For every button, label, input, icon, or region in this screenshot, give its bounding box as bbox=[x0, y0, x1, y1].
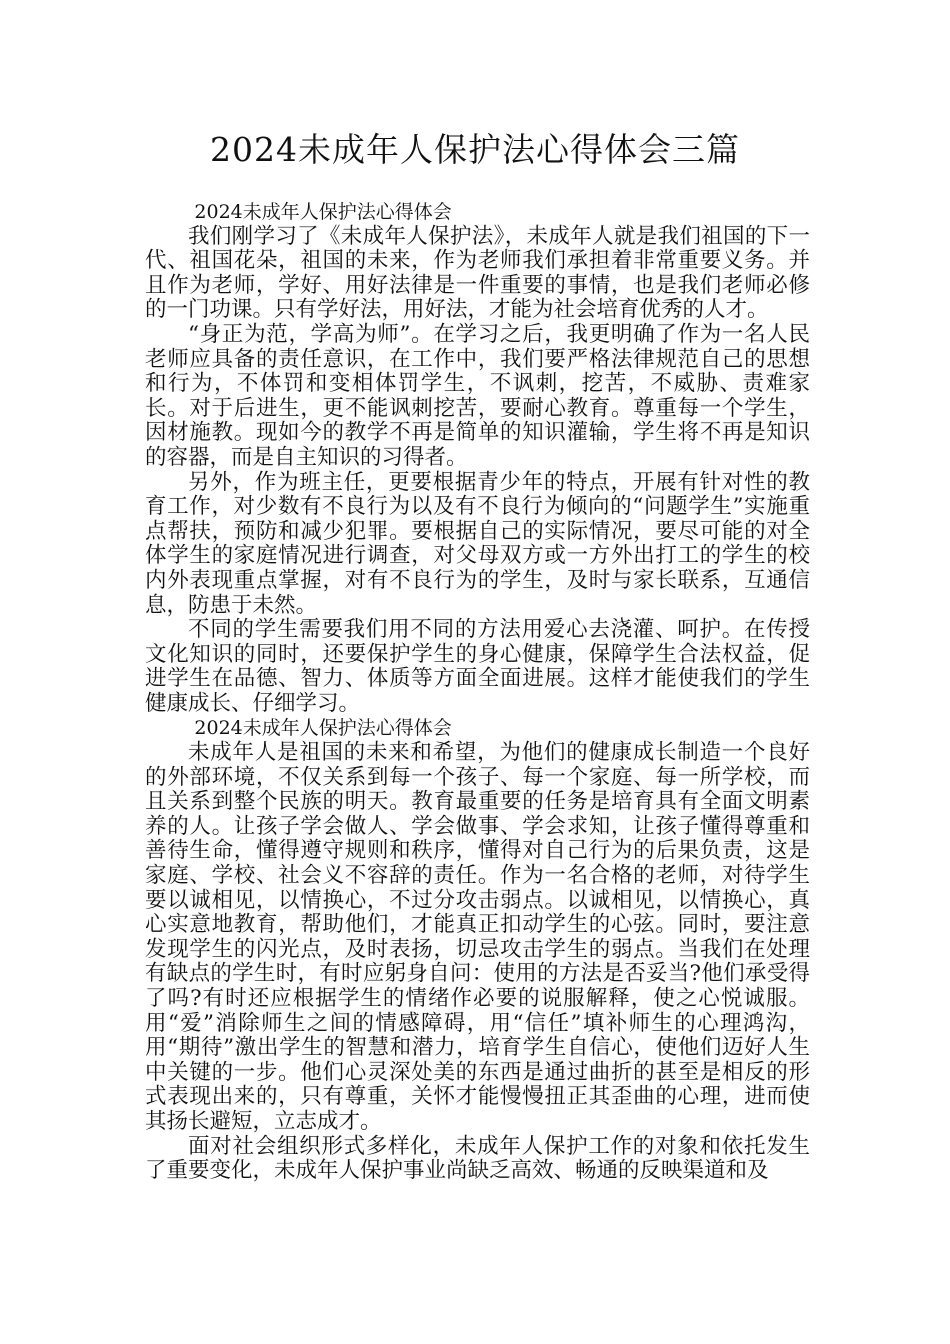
paragraph: 不同的学生需要我们用不同的方法用爱心去浇灌、呵护。在传授文化知识的同时，还要保护学生的身心健康，保障学生合法权益，促进学生在品德、智力、体质等方面全面进展。这样才能使我们的学生健康成长、仔细学习。 bbox=[145, 617, 810, 716]
document-title: 2024未成年人保护法心得体会三篇 bbox=[210, 130, 740, 169]
paragraph: 我们刚学习了《未成年人保护法》，未成年人就是我们祖国的下一代、祖国花朵，祖国的未来，作为老师我们承担着非常重要义务。并且作为老师，学好、用好法律是一件重要的事情，也是我们老师必修的一门功课。只有学好法，用好法，才能为社会培育优秀的人才。 bbox=[145, 223, 810, 323]
section-heading: 2024未成年人保护法心得体会 bbox=[194, 717, 452, 740]
section-heading: 2024未成年人保护法心得体会 bbox=[194, 201, 452, 223]
paragraph: “身正为范，学高为师”。在学习之后，我更明确了作为一名人民老师应具备的责任意识，在工作中，我们要严格法律规范自己的思想和行为，不体罚和变相体罚学生，不讽刺，挖苦，不威胁、责难家长。对于后进生，更不能讽刺挖苦，要耐心教育。尊重每一个学生，因材施教。现如今的教学不再是简单的知识灌输，学生将不再是知识的容器，而是自主知识的习得者。 bbox=[145, 321, 810, 470]
document-body bbox=[145, 200, 810, 1184]
paragraph: 未成年人是祖国的未来和希望，为他们的健康成长制造一个良好的外部环境，不仅关系到每一个孩子、每一个家庭、每一所学校，而且关系到整个民族的明天。教育最重要的任务是培育具有全面文明素养的人。让孩子学会做人、学会做事、学会求知，让孩子懂得尊重和善待生命，懂得遵守规则和秩序，懂得对自己行为的后果负责，这是家庭、学校、社会义不容辞的责任。作为一名合格的老师，对待学生要以诚相见，以情换心，不过分攻击弱点。以诚相见，以情换心，真心实意地教育，帮助他们，才能真正扣动学生的心弦。同时，要注意发现学生的闪光点，及时表扬，切忌攻击学生的弱点。当我们在处理有缺点的学生时，有时应躬身自问：使用的方法是否妥当?他们承受得了吗?有时还应根据学生的情绪作必要的说服解释，使之心悦诚服。用“爱”消除师生之间的情感障碍，用“信任”填补师生的心理鸿沟，用“期待”激出学生的智慧和潜力，培育学生自信心，使他们迈好人生中关键的一步。他们心灵深处美的东西是通过曲折的甚至是相反的形式表现出来的，只有尊重，关怀才能慢慢扭正其歪曲的心理，进而使其扬长避短，立志成才。 bbox=[145, 740, 810, 1134]
paragraph: 面对社会组织形式多样化，未成年人保护工作的对象和依托发生了重要变化，未成年人保护事业尚缺乏高效、畅通的反映渠道和及 bbox=[145, 1133, 810, 1184]
paragraph: 另外，作为班主任，更要根据青少年的特点，开展有针对性的教育工作，对少数有不良行为以及有不良行为倾向的“问题学生”实施重点帮扶，预防和减少犯罪。要根据自己的实际情况，要尽可能的对全体学生的家庭情况进行调查，对父母双方或一方外出打工的学生的校内外表现重点掌握，对有不良行为的学生，及时与家长联系，互通信息，防患于未然。 bbox=[145, 469, 810, 618]
